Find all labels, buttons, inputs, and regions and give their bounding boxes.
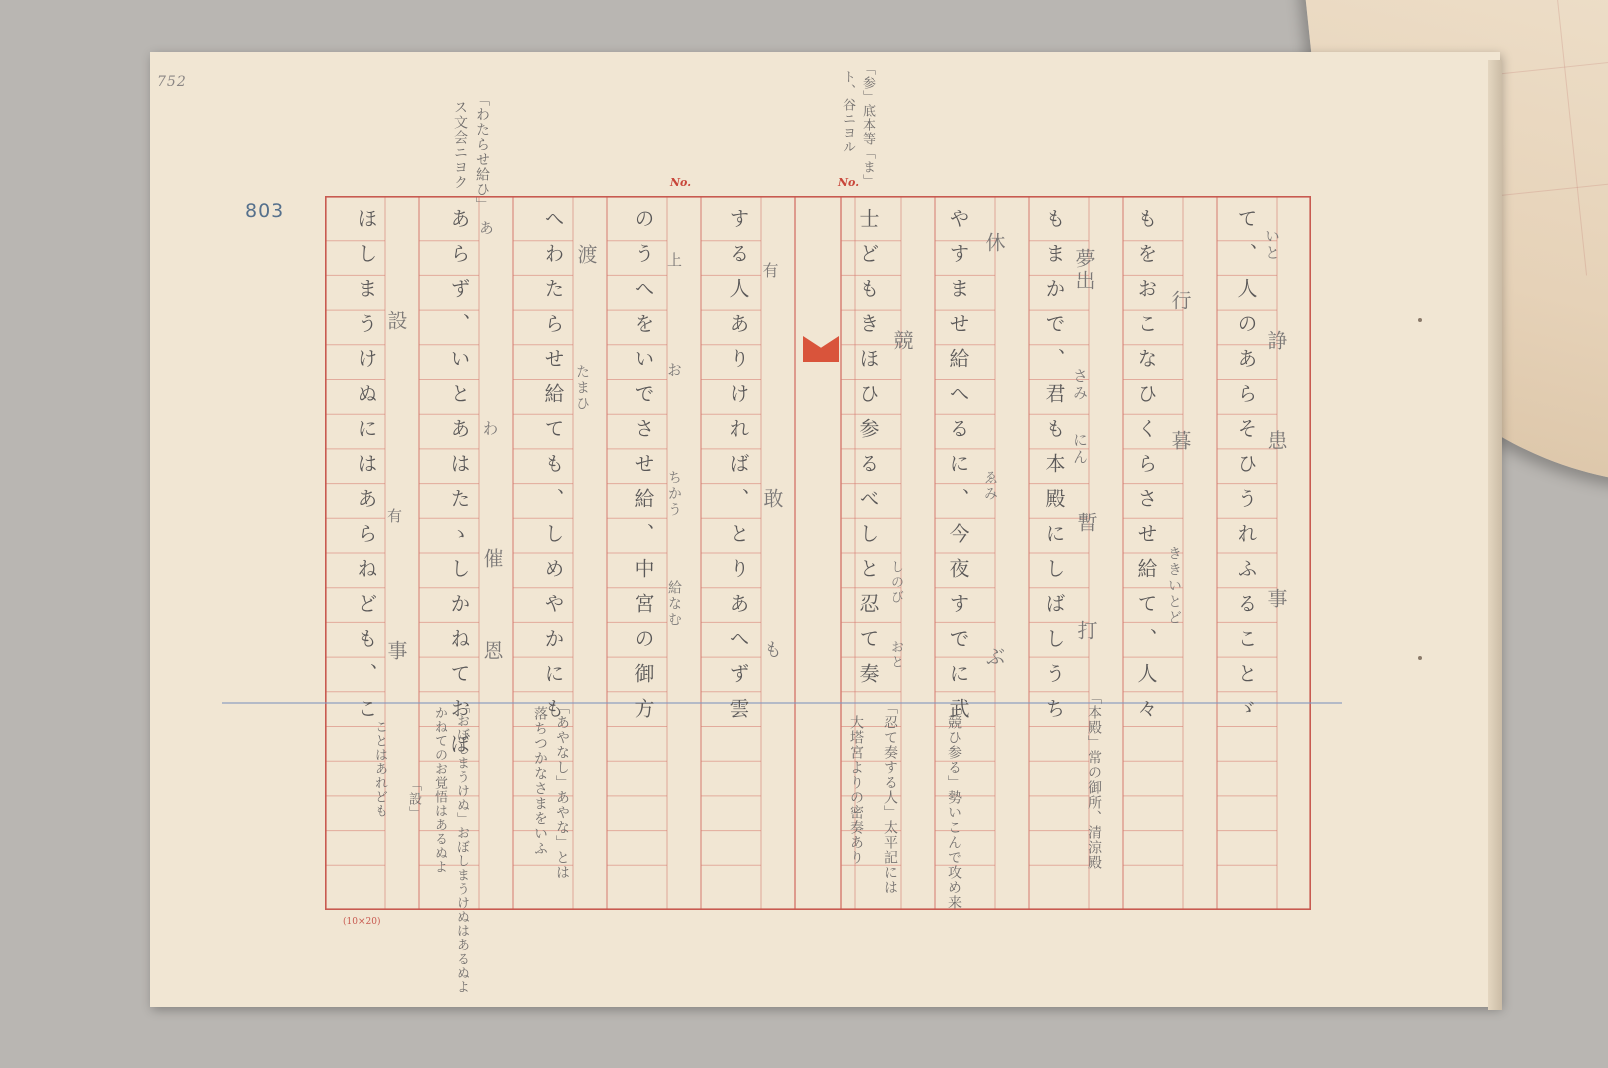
side-note: 「競ひ参る」勢いこんで攻め来 (946, 700, 962, 910)
pencil-insertion: わ (480, 420, 499, 438)
pencil-insertion: 上 (665, 252, 683, 269)
no-label-right: No. (838, 176, 860, 189)
pencil-insertion: 給なむ (666, 580, 682, 628)
pencil-insertion: 競 (890, 330, 914, 352)
pencil-insertion: ききいとど (1166, 546, 1182, 626)
text-column: へわたらせ給ても、しめやかにも (541, 208, 565, 733)
pencil-insertion: 設 (384, 310, 408, 332)
side-note: 「忍て奏する人」太平記には (882, 700, 898, 895)
side-note: 「おぼしまうけぬ」おぼしまうけぬはあるぬよ (454, 700, 469, 994)
paper-speck (1418, 318, 1422, 322)
side-note: ことはあれども (372, 720, 387, 818)
blue-pencil-line (222, 702, 1342, 704)
corner-pencil-number: 752 (157, 74, 187, 90)
pencil-insertion: 有 (385, 508, 403, 525)
side-note: かねてのお覚悟はあるぬよ (432, 706, 447, 874)
pencil-insertion: 事 (1264, 588, 1288, 610)
text-column: のうへをいでさせ給、中宮の御方 (631, 208, 655, 733)
paper-speck (1418, 656, 1422, 660)
text-column: もまかで、君も本殿にしばしうち (1042, 208, 1066, 733)
text-column: あらず、いとあはたゝしかねておぼ (447, 208, 471, 768)
top-note-a: 「参」底本等「ま」 (860, 62, 875, 188)
pencil-insertion: さみ (1071, 368, 1089, 402)
page-number: 803 (245, 200, 285, 222)
pencil-insertion: にん (1071, 432, 1089, 466)
pencil-insertion: も (761, 640, 782, 660)
pencil-insertion: お (665, 362, 683, 379)
pencil-insertion: ちかう (666, 470, 682, 518)
top-note-d: ス文会ニヨク (452, 100, 468, 190)
pencil-insertion: 休 (982, 232, 1006, 254)
pencil-insertion: 夢出 (1072, 248, 1096, 292)
pencil-insertion: 有 (760, 262, 779, 280)
pencil-insertion: 行 (1168, 290, 1192, 312)
no-label-left: No. (670, 176, 692, 189)
pencil-insertion: 恩 (480, 640, 504, 662)
grid-size-label: (10×20) (343, 917, 381, 927)
pencil-insertion: いと (1263, 228, 1281, 262)
side-note: 落ちつかなさまをいふ (532, 706, 548, 856)
pencil-insertion: 渡 (574, 244, 598, 266)
pencil-insertion: 患 (1264, 430, 1288, 452)
pencil-insertion: 暫 (1074, 512, 1098, 534)
side-note: 「設」 (406, 778, 421, 820)
side-note: 「あやなし」あやな」とは (554, 700, 570, 880)
pencil-insertion: おと (888, 640, 903, 670)
sheet-edge (1488, 60, 1502, 1010)
top-note-c: 「わたらせ給ひ」 (474, 92, 490, 212)
pencil-insertion: しのび (888, 560, 903, 605)
pencil-insertion: 催 (480, 548, 504, 570)
text-column: する人ありければ、とりあへず雲 (726, 208, 750, 733)
pencil-insertion: ぶ (982, 646, 1006, 668)
side-note: 「本殿」常の御所、清涼殿 (1086, 690, 1102, 870)
pencil-insertion: 諍 (1264, 330, 1288, 352)
top-note-b: ト、谷ニヨル (840, 70, 855, 154)
pencil-insertion: あ (477, 220, 495, 237)
pencil-insertion: ゑみ (982, 470, 998, 502)
pencil-insertion: 敢 (760, 488, 784, 510)
text-column: 士どもきほひ参るべしと忍て奏 (856, 208, 880, 698)
text-column: ほしまうけぬにはあらねども、こ (354, 208, 378, 733)
text-column: もをおこなひくらさせ給て、人々 (1134, 208, 1158, 733)
pencil-insertion: 打 (1074, 620, 1098, 642)
side-note: 大塔宮よりの密奏あり (848, 715, 864, 865)
pencil-insertion: 暮 (1168, 430, 1192, 452)
text-column: やすませ給へるに、今夜すでに武 (946, 208, 970, 733)
pencil-insertion: 事 (384, 640, 408, 662)
text-column: て、人のあらそひうれふることゞ (1234, 208, 1258, 733)
pencil-insertion: たまひ (574, 364, 590, 412)
